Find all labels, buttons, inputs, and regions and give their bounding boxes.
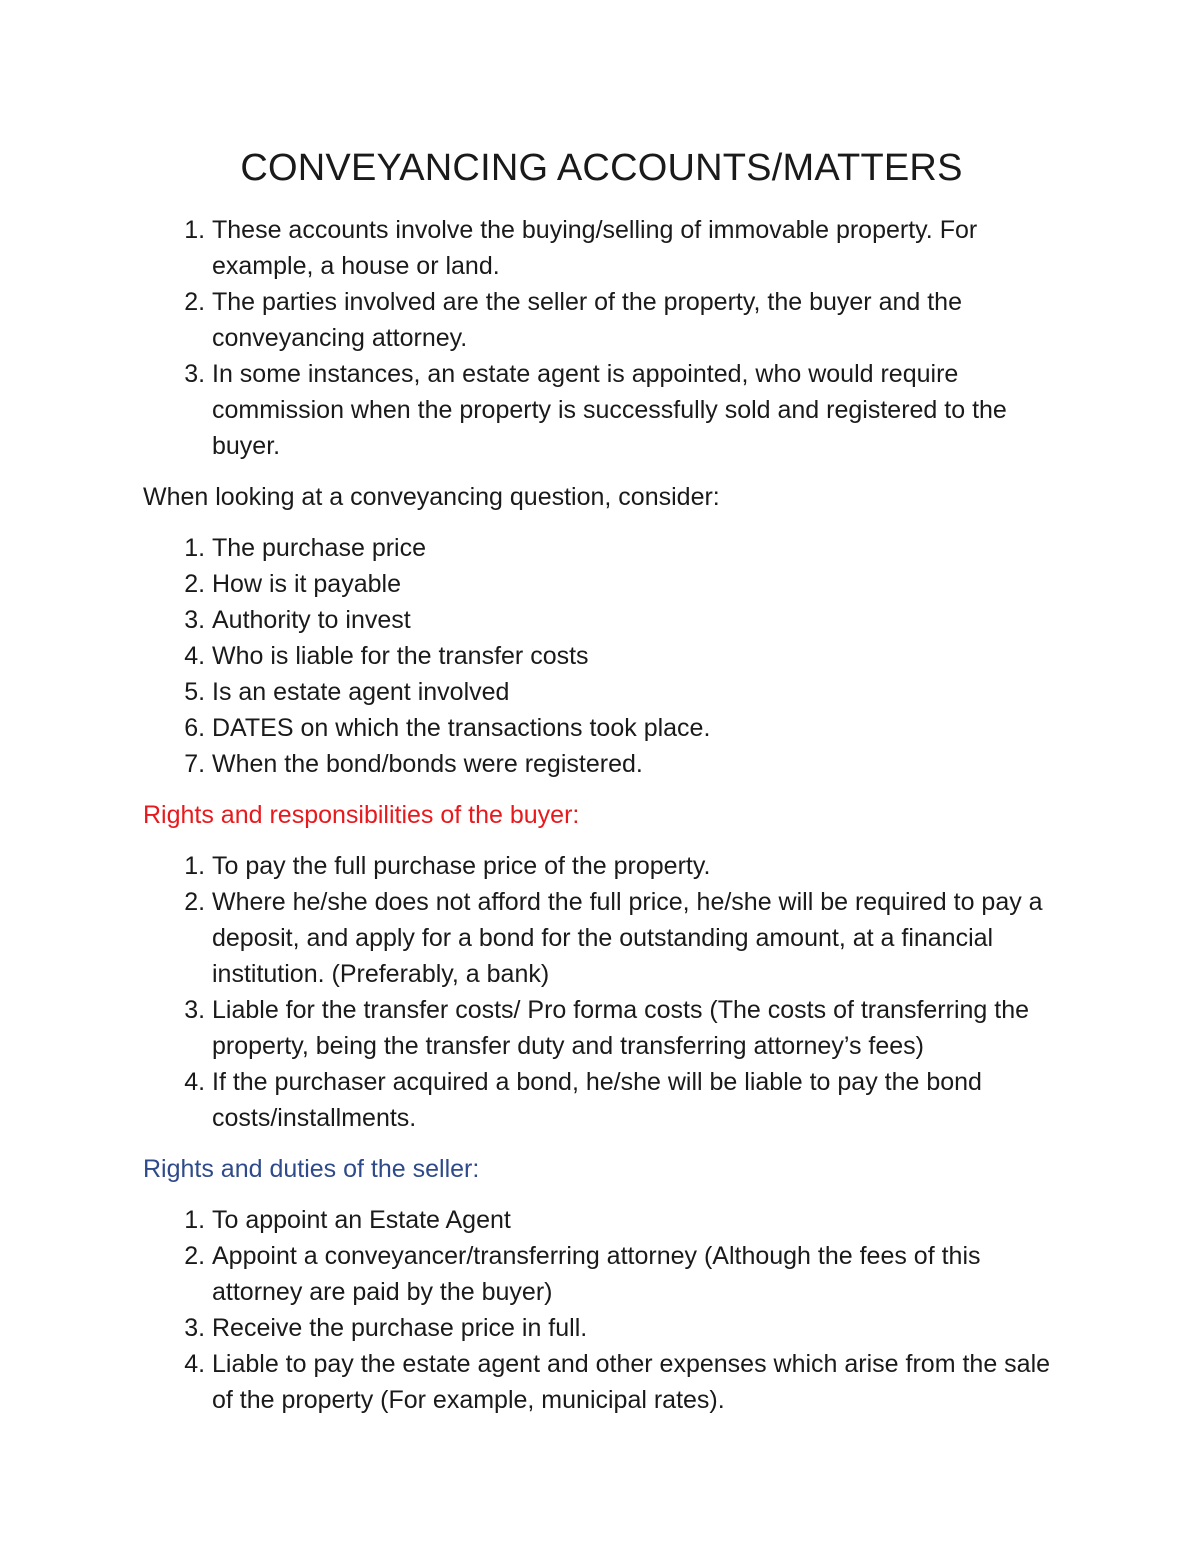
list-item: 7. When the bond/bonds were registered. — [212, 746, 1060, 782]
page-title: CONVEYANCING ACCOUNTS/MATTERS — [240, 147, 963, 189]
list-item: 6. DATES on which the transactions took place. — [212, 710, 1060, 746]
list-item: 3. Receive the purchase price in full. — [212, 1310, 1060, 1346]
list-item: 1. These accounts involve the buying/selling of immovable property. For example, a house or land. — [212, 212, 1060, 284]
list-item: 3. In some instances, an estate agent is appointed, who would require commission when the property is successfully sold and registered to the buyer. — [212, 356, 1060, 464]
list-item: 3. Authority to invest — [212, 602, 1060, 638]
list-item: 2. The parties involved are the seller of the property, the buyer and the conveyancing attorney. — [212, 284, 1060, 356]
buyer-list — [143, 848, 1060, 1136]
seller-list — [143, 1202, 1060, 1418]
list-item: 2. How is it payable — [212, 566, 1060, 602]
list-item: 4. Liable to pay the estate agent and other expenses which arise from the sale of the property (For example, municipal rates). — [212, 1346, 1060, 1418]
list-item: 3. Liable for the transfer costs/ Pro forma costs (The costs of transferring the property, being the transfer duty and transferring attorney’s fees) — [212, 992, 1060, 1064]
consider-list — [143, 530, 1060, 782]
list-item: 1. The purchase price — [212, 530, 1060, 566]
list-item: 2. Where he/she does not afford the full price, he/she will be required to pay a deposit, and apply for a bond for the outstanding amount, at a financial institution. (Preferably, a bank) — [212, 884, 1060, 992]
buyer-heading: Rights and responsibilities of the buyer: — [143, 801, 580, 829]
list-item: 4. Who is liable for the transfer costs — [212, 638, 1060, 674]
list-item: 1. To pay the full purchase price of the property. — [212, 848, 1060, 884]
seller-heading: Rights and duties of the seller: — [143, 1155, 480, 1183]
list-item: 2. Appoint a conveyancer/transferring attorney (Although the fees of this attorney are paid by the buyer) — [212, 1238, 1060, 1310]
list-item: 1. To appoint an Estate Agent — [212, 1202, 1060, 1238]
list-item: 5. Is an estate agent involved — [212, 674, 1060, 710]
intro-list — [143, 212, 1060, 464]
consider-heading: When looking at a conveyancing question, consider: — [143, 483, 720, 511]
list-item: 4. If the purchaser acquired a bond, he/she will be liable to pay the bond costs/installments. — [212, 1064, 1060, 1136]
